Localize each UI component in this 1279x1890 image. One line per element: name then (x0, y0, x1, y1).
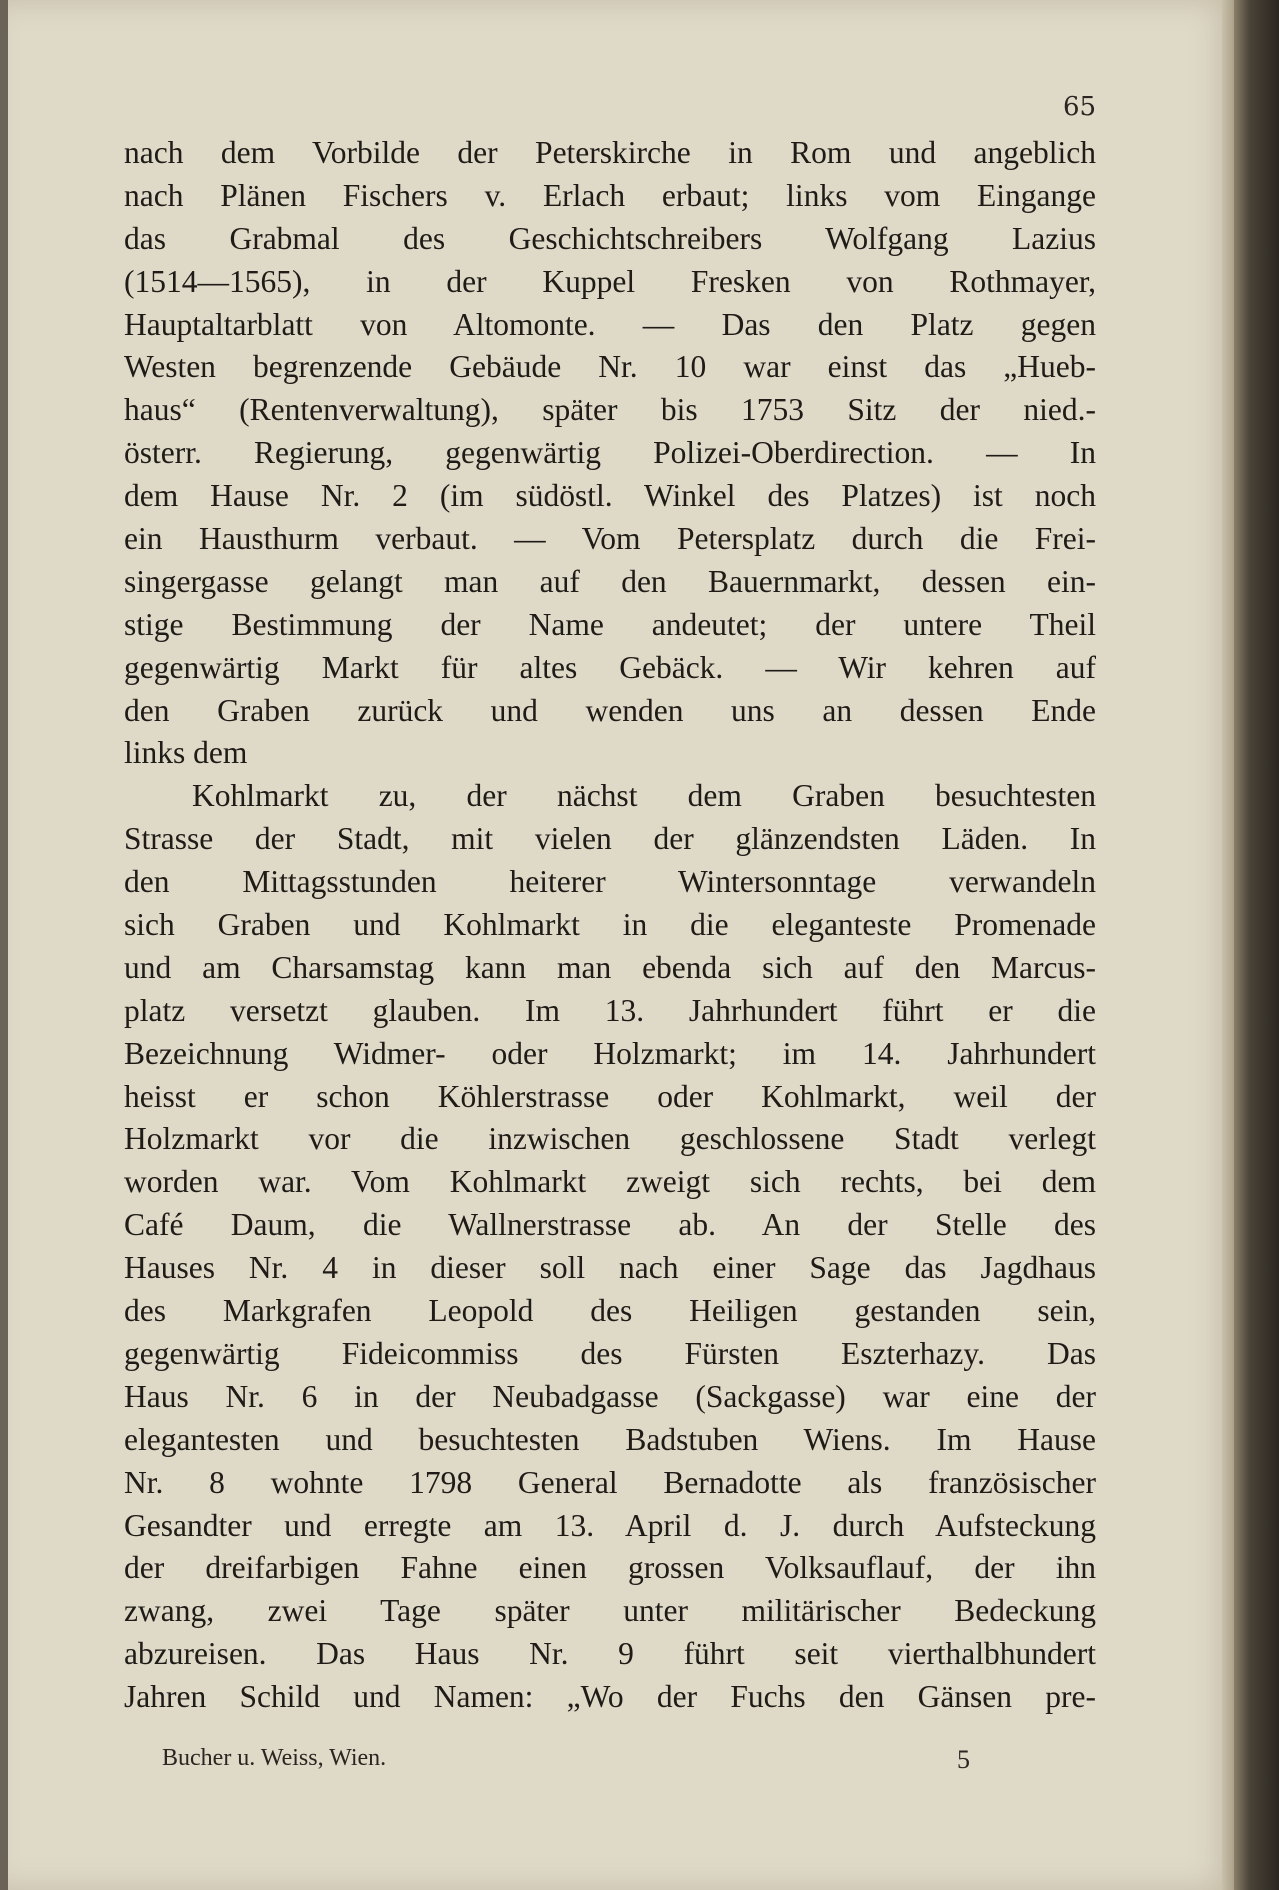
text-line: Kohlmarkt zu, der nächst dem Graben besuchtesten (192, 778, 1096, 814)
book-spine-shadow (1234, 0, 1279, 1890)
text-line: (1514—1565), in der Kuppel Fresken von Rothmayer, (124, 263, 1096, 299)
text-line: das Grabmal des Geschichtschreibers Wolfgang Lazius (124, 220, 1096, 256)
text-line: platz versetzt glauben. Im 13. Jahrhundert führt er die (124, 992, 1096, 1028)
text-line: Holzmarkt vor die inzwischen geschlossene Stadt verlegt (124, 1121, 1096, 1157)
text-line: abzureisen. Das Haus Nr. 9 führt seit vierthalbhundert (124, 1636, 1096, 1672)
text-line: singergasse gelangt man auf den Bauernmarkt, dessen ein- (124, 563, 1096, 599)
text-line: gegenwärtig Markt für altes Gebäck. — Wir kehren auf (124, 649, 1096, 685)
text-line: ein Hausthurm verbaut. — Vom Petersplatz durch die Frei- (124, 521, 1096, 557)
text-line: Haus Nr. 6 in der Neubadgasse (Sackgasse) war eine der (124, 1378, 1096, 1414)
text-line: Gesandter und erregte am 13. April d. J. durch Aufsteckung (124, 1507, 1096, 1543)
text-line: sich Graben und Kohlmarkt in die eleganteste Promenade (124, 907, 1096, 943)
text-line: Jahren Schild und Namen: „Wo der Fuchs den Gänsen pre- (124, 1679, 1096, 1715)
text-line: stige Bestimmung der Name andeutet; der untere Theil (124, 606, 1096, 642)
text-line: Café Daum, die Wallnerstrasse ab. An der Stelle des (124, 1207, 1096, 1243)
publisher-imprint: Bucher u. Weiss, Wien. (162, 1745, 387, 1771)
text-line: Hauptaltarblatt von Altomonte. — Das den Platz gegen (124, 306, 1096, 342)
text-line: Strasse der Stadt, mit vielen der glänzendsten Läden. In (124, 821, 1096, 857)
text-line: des Markgrafen Leopold des Heiligen gestanden sein, (124, 1293, 1096, 1329)
text-line: der dreifarbigen Fahne einen grossen Volksauflauf, der ihn (124, 1550, 1096, 1586)
text-line: links dem (124, 735, 248, 771)
text-line: gegenwärtig Fideicommiss des Fürsten Eszterhazy. Das (124, 1335, 1096, 1371)
page-number: 65 (1063, 92, 1097, 122)
text-line: nach dem Vorbilde der Peterskirche in Rom und angeblich (124, 135, 1096, 170)
text-line: Bezeichnung Widmer- oder Holzmarkt; im 14. Jahrhundert (124, 1035, 1096, 1071)
text-line: worden war. Vom Kohlmarkt zweigt sich rechts, bei dem (124, 1164, 1096, 1200)
text-line: Nr. 8 wohnte 1798 General Bernadotte als französischer (124, 1464, 1096, 1500)
text-line: nach Plänen Fischers v. Erlach erbaut; links vom Eingange (124, 177, 1096, 213)
body-text (124, 132, 1096, 1719)
text-line: haus“ (Rentenverwaltung), später bis 1753 Sitz der nied.- (124, 392, 1096, 428)
text-line: Hauses Nr. 4 in dieser soll nach einer Sage das Jagdhaus (124, 1250, 1096, 1286)
signature-mark: 5 (957, 1745, 970, 1774)
book-page (8, 0, 1240, 1890)
text-line: heisst er schon Köhlerstrasse oder Kohlmarkt, weil der (124, 1078, 1096, 1114)
text-line: und am Charsamstag kann man ebenda sich auf den Marcus- (124, 949, 1096, 985)
text-line: dem Hause Nr. 2 (im südöstl. Winkel des Platzes) ist noch (124, 478, 1096, 514)
text-line: den Mittagsstunden heiterer Wintersonntage verwandeln (124, 864, 1096, 900)
text-line: österr. Regierung, gegenwärtig Polizei-Oberdirection. — In (124, 435, 1096, 471)
text-line: Westen begrenzende Gebäude Nr. 10 war einst das „Hueb- (124, 349, 1096, 385)
text-line: zwang, zwei Tage später unter militärischer Bedeckung (124, 1593, 1096, 1629)
text-line: elegantesten und besuchtesten Badstuben Wiens. Im Hause (124, 1421, 1096, 1457)
text-line: den Graben zurück und wenden uns an dessen Ende (124, 692, 1096, 728)
